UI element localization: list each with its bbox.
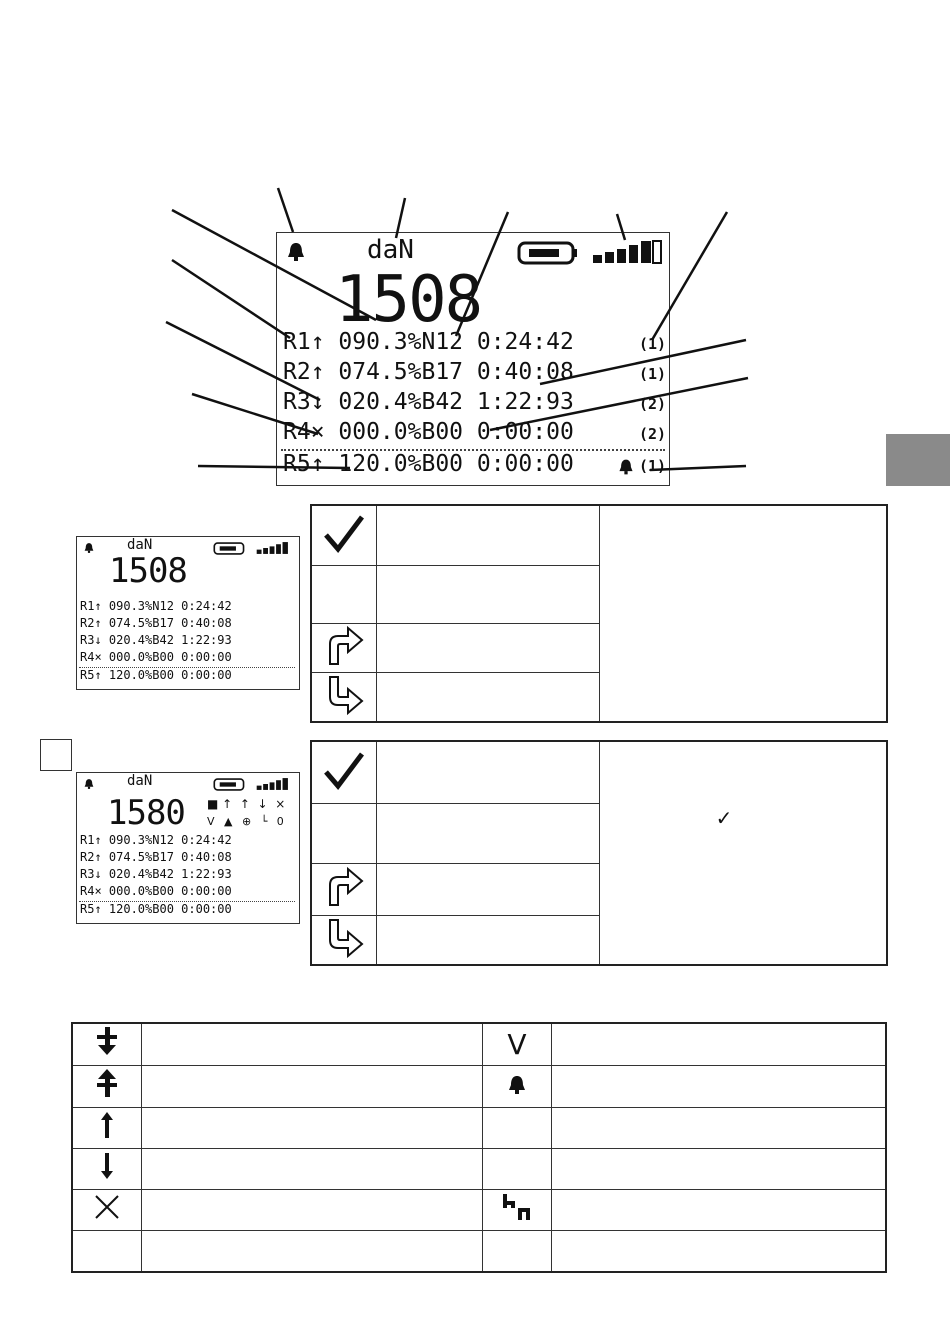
relay-row: R2↑ 074.5%B17 0:40:08: [80, 850, 232, 864]
up-arrow-icon: [72, 1108, 142, 1149]
description-cell: [377, 803, 600, 863]
relay-row-text: R3↓ 020.4%B42 1:22:93: [283, 389, 574, 415]
description-cell: [377, 741, 600, 803]
memory-marker: (1): [639, 457, 667, 475]
notes-cell: [600, 741, 888, 965]
battery-icon: [213, 778, 247, 791]
relay-row: R5↑ 120.0%B00 0:00:00: [80, 668, 232, 682]
relay-row: R2↑ 074.5%B17 0:40:08: [80, 616, 232, 630]
down-key-cell: [311, 915, 377, 965]
bn-symbol-icon: [483, 1190, 552, 1231]
check-icon[interactable]: [322, 748, 366, 792]
bell-icon: [483, 1066, 552, 1108]
description-cell: [377, 565, 600, 623]
signal-bars-icon: [255, 541, 295, 555]
description-cell: [377, 623, 600, 672]
v-symbol-icon: [483, 1023, 552, 1066]
legend-description: [142, 1066, 483, 1108]
arrow-down-turn-icon[interactable]: [322, 673, 366, 717]
relay-row: R4× 000.0%B00 0:00:00: [80, 884, 232, 898]
relay-row-text: R2↑ 074.5%B17 0:40:08: [283, 359, 574, 385]
relay-row-text: R4× 000.0%B00 0:00:00: [283, 419, 574, 445]
legend-description: [552, 1023, 887, 1066]
legend-description: [142, 1149, 483, 1190]
v-symbol-text: V: [507, 1028, 527, 1061]
legend-description: [552, 1066, 887, 1108]
memory-marker: (2): [639, 395, 667, 413]
legend-description: [552, 1231, 887, 1273]
check-icon[interactable]: [322, 511, 366, 555]
section-tab: [886, 434, 950, 486]
unit-label: daN: [367, 235, 414, 265]
memory-marker: (2): [639, 425, 667, 443]
relay-row-text: R5↑ 120.0%B00 0:00:00: [283, 451, 574, 477]
memory-marker: (1): [639, 365, 667, 383]
lcd-thumbnail-1: [76, 536, 300, 690]
step-box: [40, 739, 72, 771]
up-key-cell: [311, 863, 377, 915]
menu-symbols-bottom: V ▲ ⊕ └ 0: [207, 815, 287, 828]
relay-row: R5↑ 120.0%B00 0:00:00: [80, 902, 232, 916]
relay-row: R3↓ 020.4%B42 1:22:93: [80, 867, 232, 881]
blank-key-cell: [311, 565, 377, 623]
bell-icon: [83, 542, 95, 554]
blank-symbol-cell: [483, 1231, 552, 1273]
symbol-legend-table: [71, 1022, 887, 1273]
legend-row: [72, 1023, 886, 1066]
description-cell: [377, 915, 600, 965]
relay-row: R4× 000.0%B00 0:00:00: [80, 650, 232, 664]
blank-symbol-cell: [483, 1149, 552, 1190]
check-cell: [311, 505, 377, 565]
down-arrow-icon: [72, 1149, 142, 1190]
legend-row: [72, 1231, 886, 1273]
legend-description: [142, 1190, 483, 1231]
cross-icon: [72, 1190, 142, 1231]
bell-icon: [83, 778, 95, 790]
relay-row: R3↓ 020.4%B42 1:22:93: [80, 633, 232, 647]
legend-description: [142, 1231, 483, 1273]
instruction-table-2: [310, 740, 888, 966]
legend-description: [552, 1190, 887, 1231]
menu-symbols-top: ■ ↑ ↑ ↓ ×: [207, 797, 286, 811]
measured-value: 1508: [109, 551, 187, 591]
legend-row: [72, 1190, 886, 1231]
up-key-cell: [311, 623, 377, 672]
down-key-cell: [311, 672, 377, 722]
measured-value: 1580: [107, 793, 185, 833]
relay-row: R1↑ 090.3%N12 0:24:42: [80, 599, 232, 613]
arrow-up-turn-icon[interactable]: [322, 865, 366, 909]
arrow-up-turn-icon[interactable]: [322, 624, 366, 668]
measured-value: 1508: [335, 263, 482, 337]
memory-marker: (1): [639, 335, 667, 353]
arrow-down-turn-icon[interactable]: [322, 916, 366, 960]
instruction-table-1: [310, 504, 888, 723]
relay-row-text: R1↑ 090.3%N12 0:24:42: [283, 329, 574, 355]
unit-label: daN: [127, 537, 153, 553]
heavy-up-arrow-icon: [72, 1066, 142, 1108]
description-cell: [377, 863, 600, 915]
description-cell: [377, 505, 600, 565]
legend-description: [142, 1108, 483, 1149]
relay-row: R1↑ 090.3%N12 0:24:42: [80, 833, 232, 847]
heavy-down-arrow-icon: [72, 1023, 142, 1066]
unit-label: daN: [127, 773, 153, 789]
legend-description: [552, 1149, 887, 1190]
legend-row: [72, 1149, 886, 1190]
lcd-thumbnail-2: [76, 772, 300, 924]
notes-checkmark: ✓: [715, 806, 733, 830]
callout-lines: [0, 0, 950, 500]
description-cell: [377, 672, 600, 722]
blank-key-cell: [311, 803, 377, 863]
legend-description: [552, 1108, 887, 1149]
battery-icon: [213, 542, 247, 555]
legend-row: [72, 1108, 886, 1149]
signal-bars-icon: [255, 777, 295, 791]
legend-row: [72, 1066, 886, 1108]
legend-description: [142, 1023, 483, 1066]
notes-cell: [600, 505, 888, 722]
blank-symbol-cell: [483, 1108, 552, 1149]
check-cell: [311, 741, 377, 803]
blank-symbol-cell: [72, 1231, 142, 1273]
